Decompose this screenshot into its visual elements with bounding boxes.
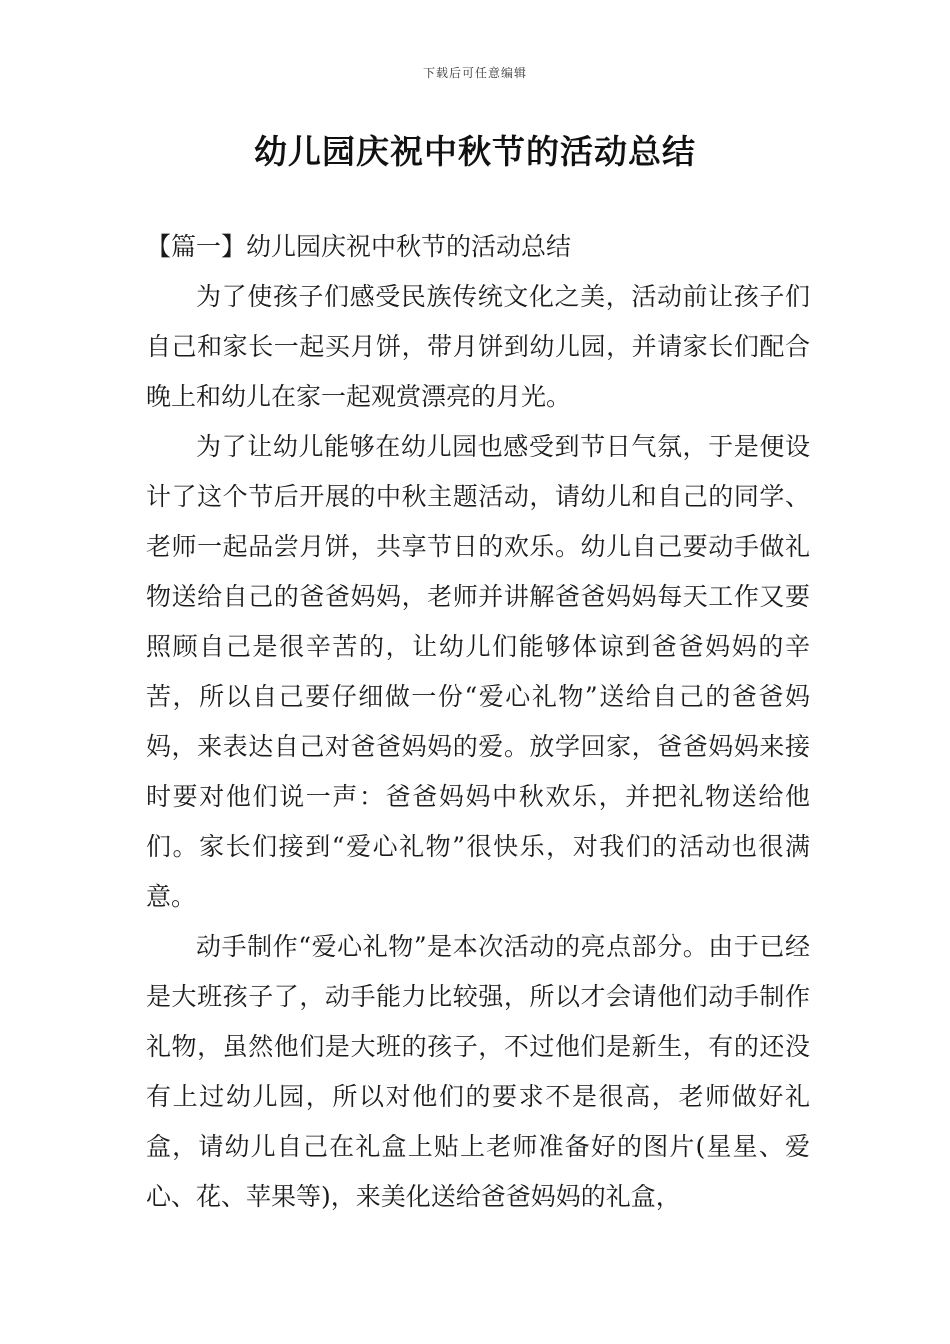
- document-title: 幼儿园庆祝中秋节的活动总结: [254, 132, 696, 171]
- section-heading: 【篇一】幼儿园庆祝中秋节的活动总结: [146, 232, 572, 261]
- paragraph-3: 动手制作“爱心礼物”是本次活动的亮点部分。由于已经是大班孩子了，动手能力比较强，所以才会请他们动手制作礼物，虽然他们是大班的孩子，不过他们是新生，有的还没有上过幼儿园，所以对他们的要求不是很高，老师做好礼盒，请幼儿自己在礼盒上贴上老师准备好的图片(星星、爱心、花、苹果等)，来美化送给爸爸妈妈的礼盒，: [146, 932, 810, 1211]
- header-note: 下载后可任意编辑: [422, 66, 527, 80]
- paragraph-1: 为了使孩子们感受民族传统文化之美，活动前让孩子们自己和家长一起买月饼，带月饼到幼儿园，并请家长们配合晚上和幼儿在家一起观赏漂亮的月光。: [146, 282, 810, 411]
- document-body: [146, 222, 810, 1222]
- paragraph-2: 为了让幼儿能够在幼儿园也感受到节日气氛，于是便设计了这个节后开展的中秋主题活动，请幼儿和自己的同学、老师一起品尝月饼，共享节日的欢乐。幼儿自己要动手做礼物送给自己的爸爸妈妈，老师并讲解爸爸妈妈每天工作又要照顾自己是很辛苦的，让幼儿们能够体谅到爸爸妈妈的辛苦，所以自己要仔细做一份“爱心礼物”送给自己的爸爸妈妈，来表达自己对爸爸妈妈的爱。放学回家，爸爸妈妈来接时要对他们说一声：爸爸妈妈中秋欢乐，并把礼物送给他们。家长们接到“爱心礼物”很快乐，对我们的活动也很满意。: [146, 432, 810, 911]
